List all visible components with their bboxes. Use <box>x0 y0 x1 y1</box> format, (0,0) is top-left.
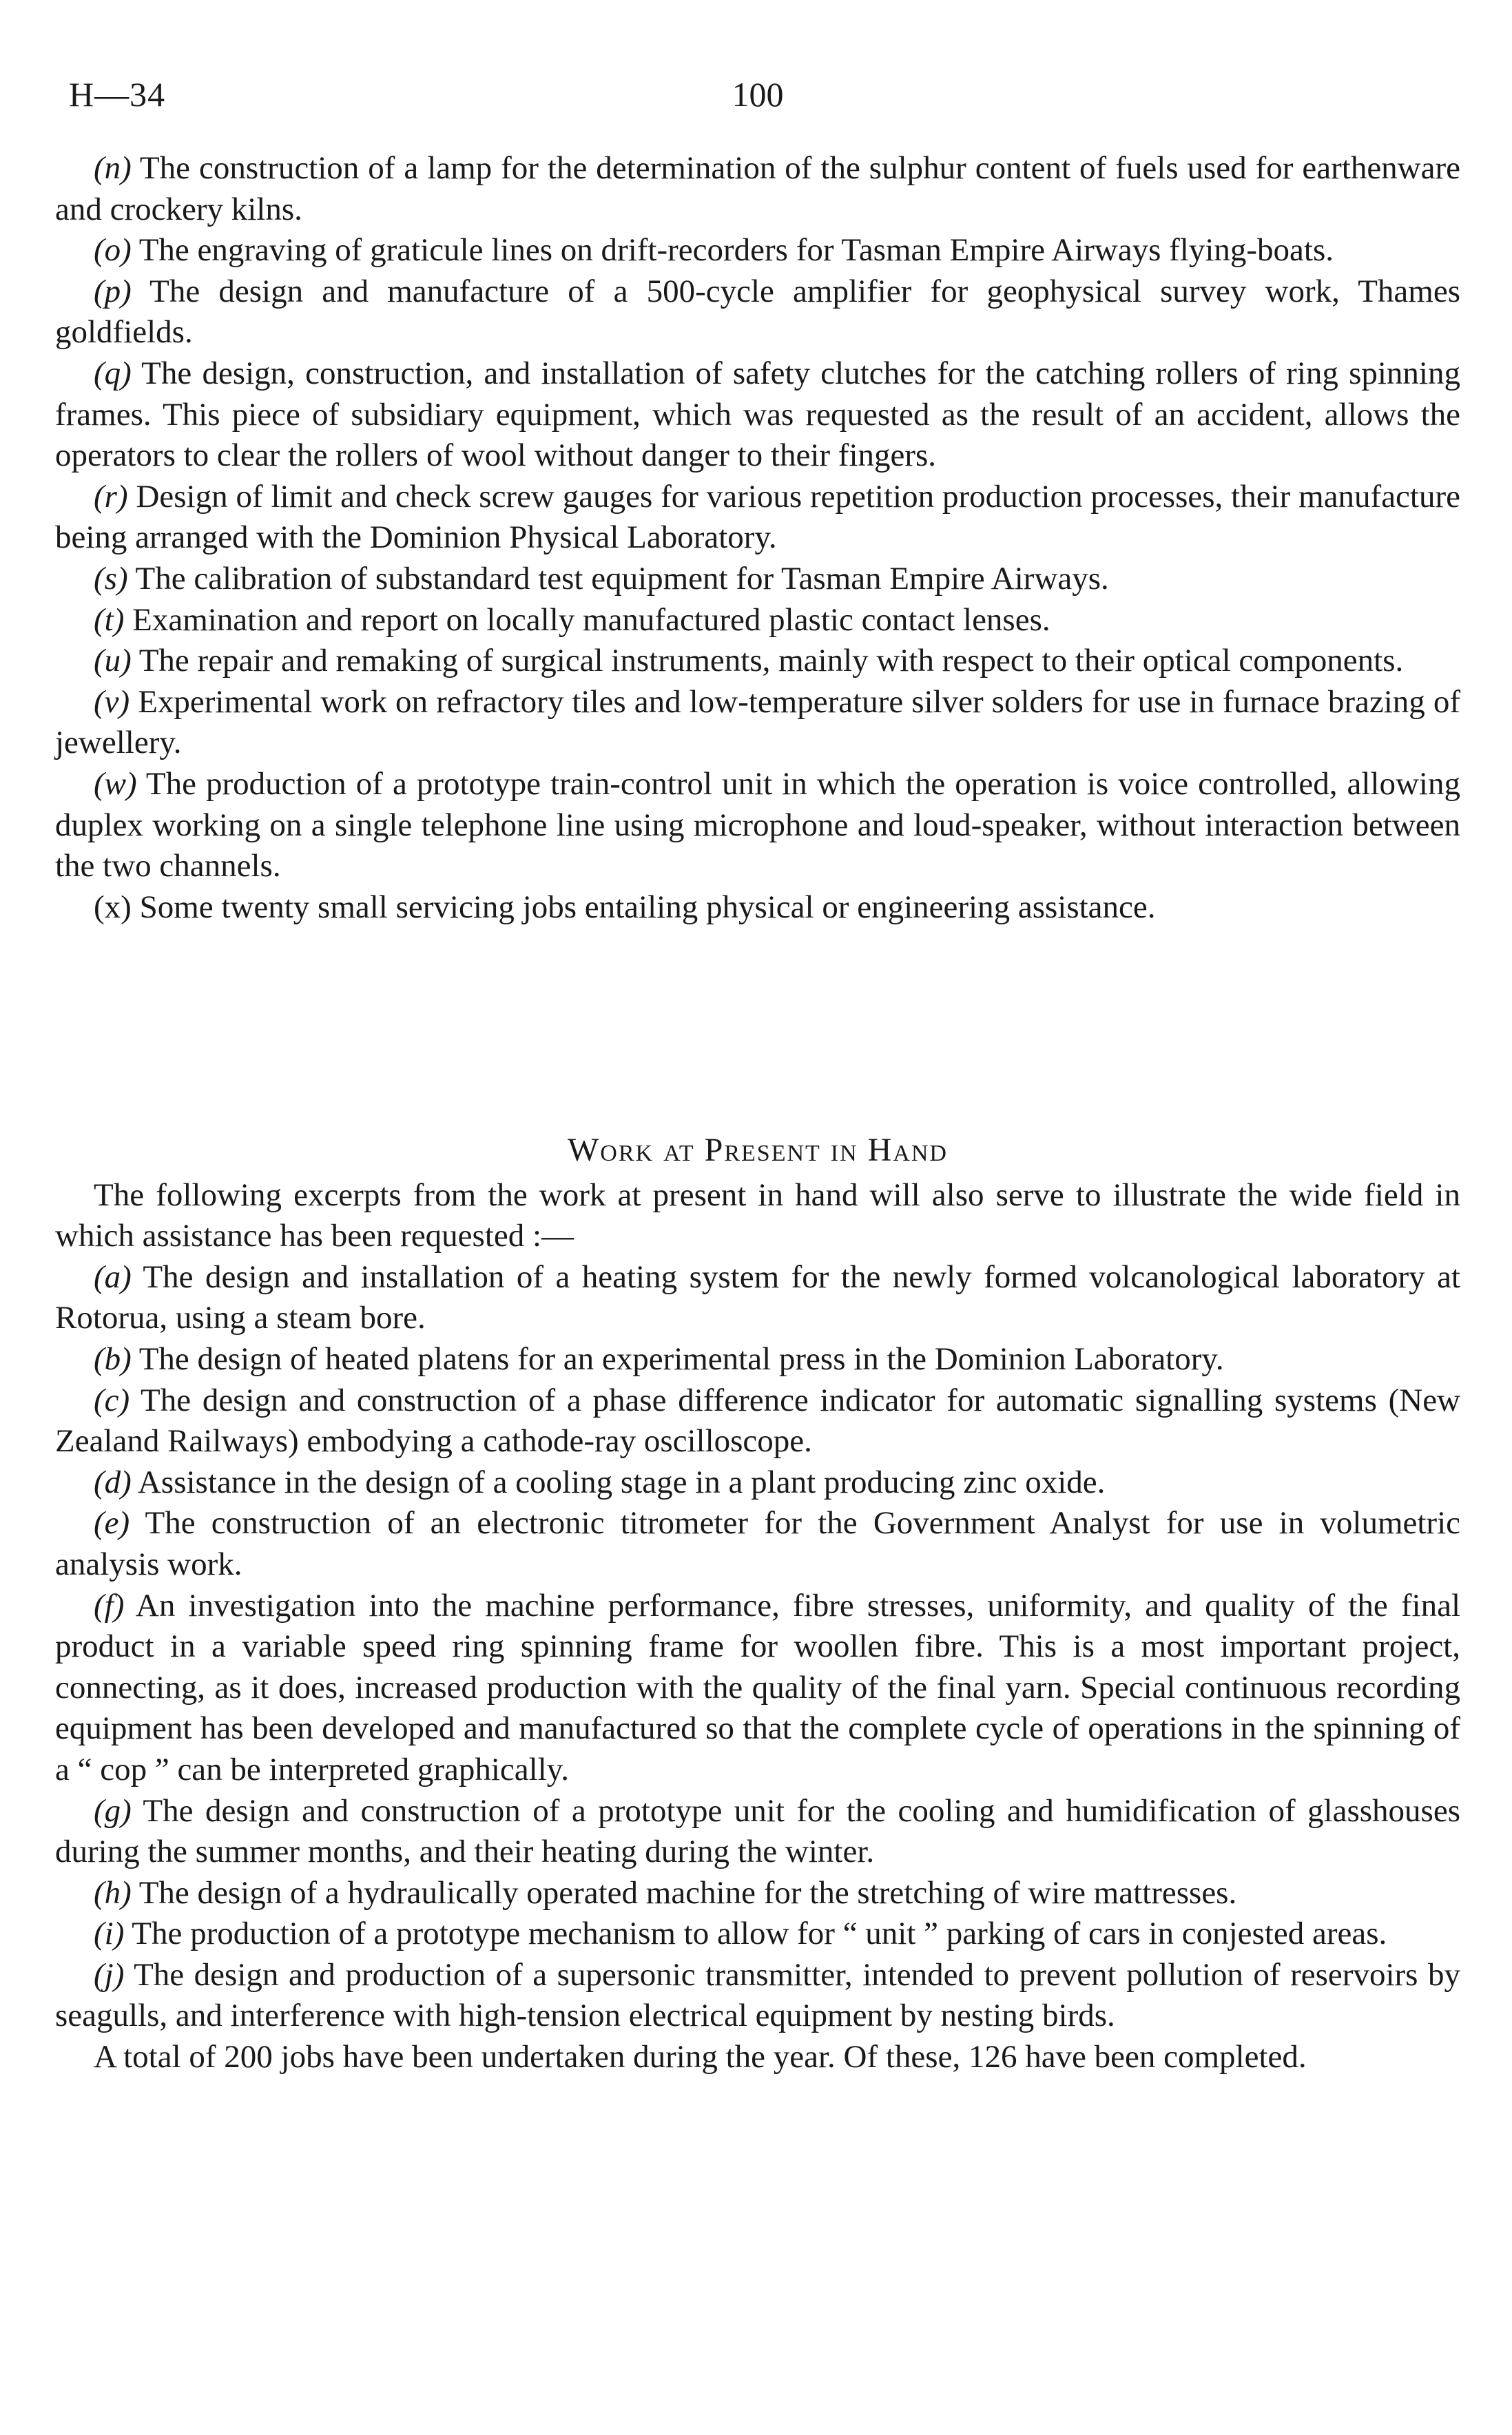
item-label: (n) <box>94 150 132 186</box>
list-item <box>55 353 1460 477</box>
page-number: 100 <box>732 75 784 114</box>
section-heading: Work at Present in Hand <box>568 1132 948 1168</box>
item-text: An investigation into the machine performance, fibre stresses, uniformity, and quality of the final product in a variable speed ring spinning frame for woollen fibre. This is a most important project, connecting, as it does, increased production with the quality of the final yarn. Special continuous recording equipment has been developed and manufactured so that the complete cycle of operations in the spinning of a “ cop ” can be interpreted graphically. <box>55 1587 1460 1788</box>
item-text: The design of a hydraulically operated machine for the stretching of wire mattresses. <box>131 1874 1237 1911</box>
list-item <box>55 1339 1460 1380</box>
list-item <box>55 1586 1460 1791</box>
list-item <box>55 271 1460 353</box>
document-page <box>55 0 1460 2435</box>
item-label: (g) <box>94 1792 132 1829</box>
list-item <box>55 1462 1460 1504</box>
item-text: The design and construction of a prototype unit for the cooling and humidification of glasshouses during the summer months, and their heating during the winter. <box>55 1792 1460 1870</box>
item-label: (x) <box>94 889 132 925</box>
item-label: (h) <box>94 1874 132 1911</box>
item-text: The design, construction, and installation of safety clutches for the catching rollers of ring spinning frames. This piece of subsidiary equipment, which was requested as the result of an accident, allows the operators to clear the rollers of wool without danger to their fingers. <box>55 355 1460 474</box>
list-item <box>55 764 1460 887</box>
item-label: (f) <box>94 1587 125 1624</box>
item-text: The construction of an electronic titrometer for the Government Analyst for use in volumetric analysis work. <box>55 1505 1460 1582</box>
list-item <box>55 559 1460 600</box>
list-item <box>55 230 1460 271</box>
item-text: Design of limit and check screw gauges for various repetition production processes, their manufacture being arranged with the Dominion Physical Laboratory. <box>55 478 1460 556</box>
item-label: (u) <box>94 643 132 679</box>
closing-paragraph: A total of 200 jobs have been undertaken during the year. Of these, 126 have been completed. <box>94 2039 1307 2075</box>
item-label: (r) <box>94 478 128 515</box>
item-text: The design and production of a supersonic transmitter, intended to prevent pollution of reservoirs by seagulls, and interference with high-tension electrical equipment by nesting birds. <box>55 1956 1460 2034</box>
list-item <box>55 682 1460 764</box>
item-label: (i) <box>94 1916 125 1952</box>
item-label: (e) <box>94 1505 130 1542</box>
item-text: The production of a prototype train-control unit in which the operation is voice controlled, allowing duplex working on a single telephone line using microphone and loud-speaker, without interaction between the two channels. <box>55 765 1460 884</box>
item-text: Experimental work on refractory tiles and low-temperature silver solders for use in furnace brazing of jewellery. <box>55 683 1460 761</box>
item-label: (a) <box>94 1258 132 1295</box>
list-item <box>55 641 1460 682</box>
item-text: The engraving of graticule lines on drift-recorders for Tasman Empire Airways flying-boats. <box>131 232 1334 269</box>
item-label: (d) <box>94 1464 132 1500</box>
list-item <box>55 887 1460 929</box>
item-text: The design and manufacture of a 500-cycle amplifier for geophysical survey work, Thames goldfields. <box>55 273 1460 351</box>
item-text: Some twenty small servicing jobs entailing physical or engineering assistance. <box>131 889 1156 925</box>
list-item <box>55 1380 1460 1462</box>
item-text: The design and installation of a heating system for the newly formed volcanological laboratory at Rotorua, using a steam bore. <box>55 1258 1460 1336</box>
list-item <box>55 1873 1460 1914</box>
list-item <box>55 148 1460 230</box>
item-text: Assistance in the design of a cooling stage in a plant producing zinc oxide. <box>131 1464 1106 1500</box>
list-item <box>55 1914 1460 1955</box>
item-label: (p) <box>94 273 132 309</box>
item-label: (v) <box>94 683 130 720</box>
item-text: The repair and remaking of surgical instruments, mainly with respect to their optical components. <box>131 643 1404 679</box>
list-item <box>55 477 1460 559</box>
item-text: The production of a prototype mechanism to allow for “ unit ” parking of cars in conjested areas. <box>124 1916 1387 1952</box>
intro-paragraph: The following excerpts from the work at present in hand will also serve to illustrate the wide field in which assistance has been requested :— <box>55 1177 1460 1254</box>
page-header <box>55 74 1460 116</box>
item-label: (c) <box>94 1382 130 1418</box>
item-label: (q) <box>94 355 132 391</box>
item-label: (o) <box>94 232 132 269</box>
list-item <box>55 600 1460 641</box>
item-label: (b) <box>94 1340 132 1377</box>
work-in-hand-section <box>55 1130 1460 2078</box>
item-text: Examination and report on locally manufactured plastic contact lenses. <box>124 601 1050 638</box>
item-label: (s) <box>94 560 128 597</box>
item-label: (w) <box>94 765 137 802</box>
list-item <box>55 1257 1460 1339</box>
list-item <box>55 1791 1460 1873</box>
item-text: The design of heated platens for an experimental press in the Dominion Laboratory. <box>131 1340 1224 1377</box>
item-text: The calibration of substandard test equipment for Tasman Empire Airways. <box>127 560 1109 597</box>
list-item <box>55 1503 1460 1585</box>
item-text: The construction of a lamp for the determination of the sulphur content of fuels used for earthenware and crockery kilns. <box>55 150 1460 227</box>
item-label: (t) <box>94 601 125 638</box>
list-item <box>55 1955 1460 2037</box>
item-label: (j) <box>94 1956 125 1993</box>
document-code: H—34 <box>69 75 166 114</box>
completed-items-list <box>55 148 1460 928</box>
item-text: The design and construction of a phase difference indicator for automatic signalling systems (New Zealand Railways) embodying a cathode-ray oscilloscope. <box>55 1382 1460 1460</box>
